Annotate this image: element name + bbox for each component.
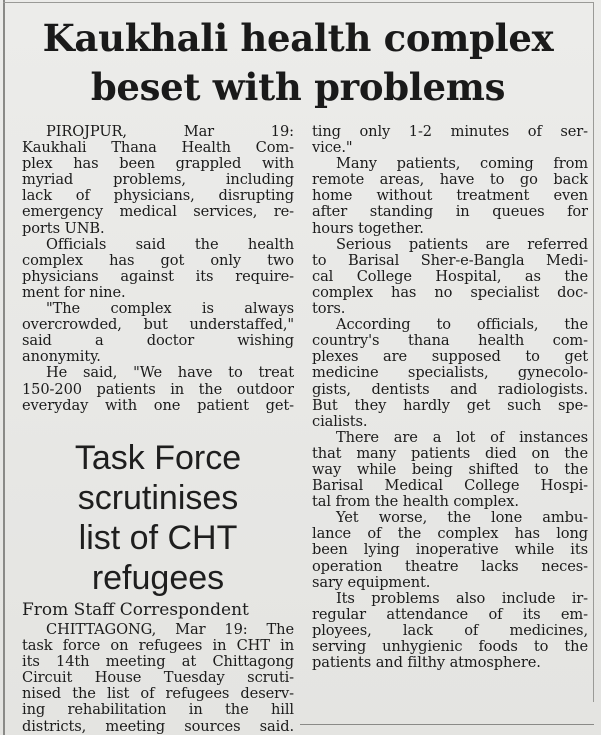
body-line: Kaukhali Thana Health Com-	[22, 140, 294, 157]
body-line: said a doctor wishing	[22, 333, 294, 350]
body-line: ment for nine.	[22, 284, 126, 301]
headline-line: beset with problems	[90, 65, 506, 109]
column-rule-top	[3, 2, 593, 3]
column-rule-bottom	[300, 724, 594, 725]
body-line: complex has no specialist doc-	[312, 284, 588, 301]
article-body-right-column	[312, 124, 588, 671]
body-line: medicine specialists, gynecolo-	[312, 365, 588, 382]
body-line: physicians against its require-	[22, 268, 294, 285]
body-line: patients and filthy atmosphere.	[312, 655, 541, 672]
body-line: regular attendance of its em-	[312, 606, 588, 623]
body-line: been lying inoperative while its	[312, 542, 588, 559]
body-line: Barisal Medical College Hospi-	[312, 478, 588, 495]
body-line: But they hardly get such spe-	[312, 397, 588, 414]
body-line: He said, "We have to treat	[46, 365, 294, 382]
second-article-body	[22, 622, 294, 735]
body-line: According to officials, the	[336, 317, 588, 334]
body-line: task force on refugees in CHT in	[22, 638, 294, 655]
body-line: lance of the complex has long	[312, 526, 588, 543]
body-line: after standing in queues for	[312, 204, 588, 221]
body-line: remote areas, have to go back	[312, 172, 588, 189]
body-line: emergency medical services, re-	[22, 204, 294, 221]
body-line: plexes are supposed to get	[312, 349, 588, 366]
body-line: cialists.	[312, 413, 368, 430]
body-line: ing rehabilitation in the hill	[22, 702, 294, 719]
body-line: sary equipment.	[312, 574, 431, 591]
body-line: complex has got only two	[22, 252, 294, 269]
body-line: vice."	[312, 140, 353, 157]
body-line: myriad problems, including	[22, 172, 294, 189]
headline-line: scrutinises	[77, 479, 239, 517]
body-line: ployees, lack of medicines,	[312, 622, 588, 639]
body-line: home without treatment even	[312, 188, 588, 205]
headline-line: Task Force	[74, 439, 242, 477]
article-headline	[10, 14, 586, 112]
body-line: tors.	[312, 301, 346, 318]
body-line: Circuit House Tuesday scruti-	[22, 670, 294, 687]
column-rule-left	[3, 0, 5, 735]
column-rule-right	[593, 2, 594, 702]
body-line: everyday with one patient get-	[22, 397, 294, 414]
body-line: districts, meeting sources said.	[22, 718, 294, 735]
body-line: Serious patients are referred	[336, 236, 588, 253]
body-line: serving unhygienic foods to the	[312, 639, 588, 655]
body-line: Yet worse, the lone ambu-	[336, 510, 588, 527]
body-line: anonymity.	[22, 349, 101, 366]
body-line: ting only 1-2 minutes of ser-	[312, 124, 588, 140]
body-line: "The complex is always	[46, 301, 294, 318]
body-line: nised the list of refugees deserv-	[22, 686, 294, 703]
body-line: its 14th meeting at Chittagong	[22, 654, 294, 671]
body-line: There are a lot of instances	[336, 429, 588, 446]
body-line: lack of physicians, disrupting	[22, 188, 294, 205]
headline-line: refugees	[91, 559, 225, 597]
headline-line: Kaukhali health complex	[42, 16, 554, 60]
body-line: Officials said the health	[46, 236, 294, 253]
body-line: overcrowded, but understaffed,"	[22, 317, 294, 334]
body-line: cal College Hospital, as the	[312, 268, 588, 285]
body-line: country's thana health com-	[312, 333, 588, 350]
body-line: gists, dentists and radiologists.	[312, 381, 588, 398]
body-line: tal from the health complex.	[312, 494, 519, 511]
body-line: operation theatre lacks neces-	[312, 558, 588, 575]
body-line: way while being shifted to the	[312, 461, 588, 478]
body-line: plex has been grappled with	[22, 156, 294, 173]
article-body-left-column	[22, 124, 294, 414]
body-line: to Barisal Sher-e-Bangla Medi-	[312, 252, 588, 269]
body-line: that many patients died on the	[312, 445, 588, 462]
body-line: hours together.	[312, 220, 424, 237]
body-line: ports UNB.	[22, 220, 105, 237]
body-line: PIROJPUR, Mar 19:	[46, 124, 294, 140]
headline-line: list of CHT	[78, 519, 238, 557]
body-line: Many patients, coming from	[336, 156, 588, 173]
body-line: 150-200 patients in the outdoor	[22, 381, 294, 398]
byline: From Staff Correspondent	[22, 600, 249, 620]
second-article-headline	[22, 438, 294, 598]
body-line: CHITTAGONG, Mar 19: The	[46, 622, 294, 638]
body-line: Its problems also include ir-	[336, 590, 588, 607]
